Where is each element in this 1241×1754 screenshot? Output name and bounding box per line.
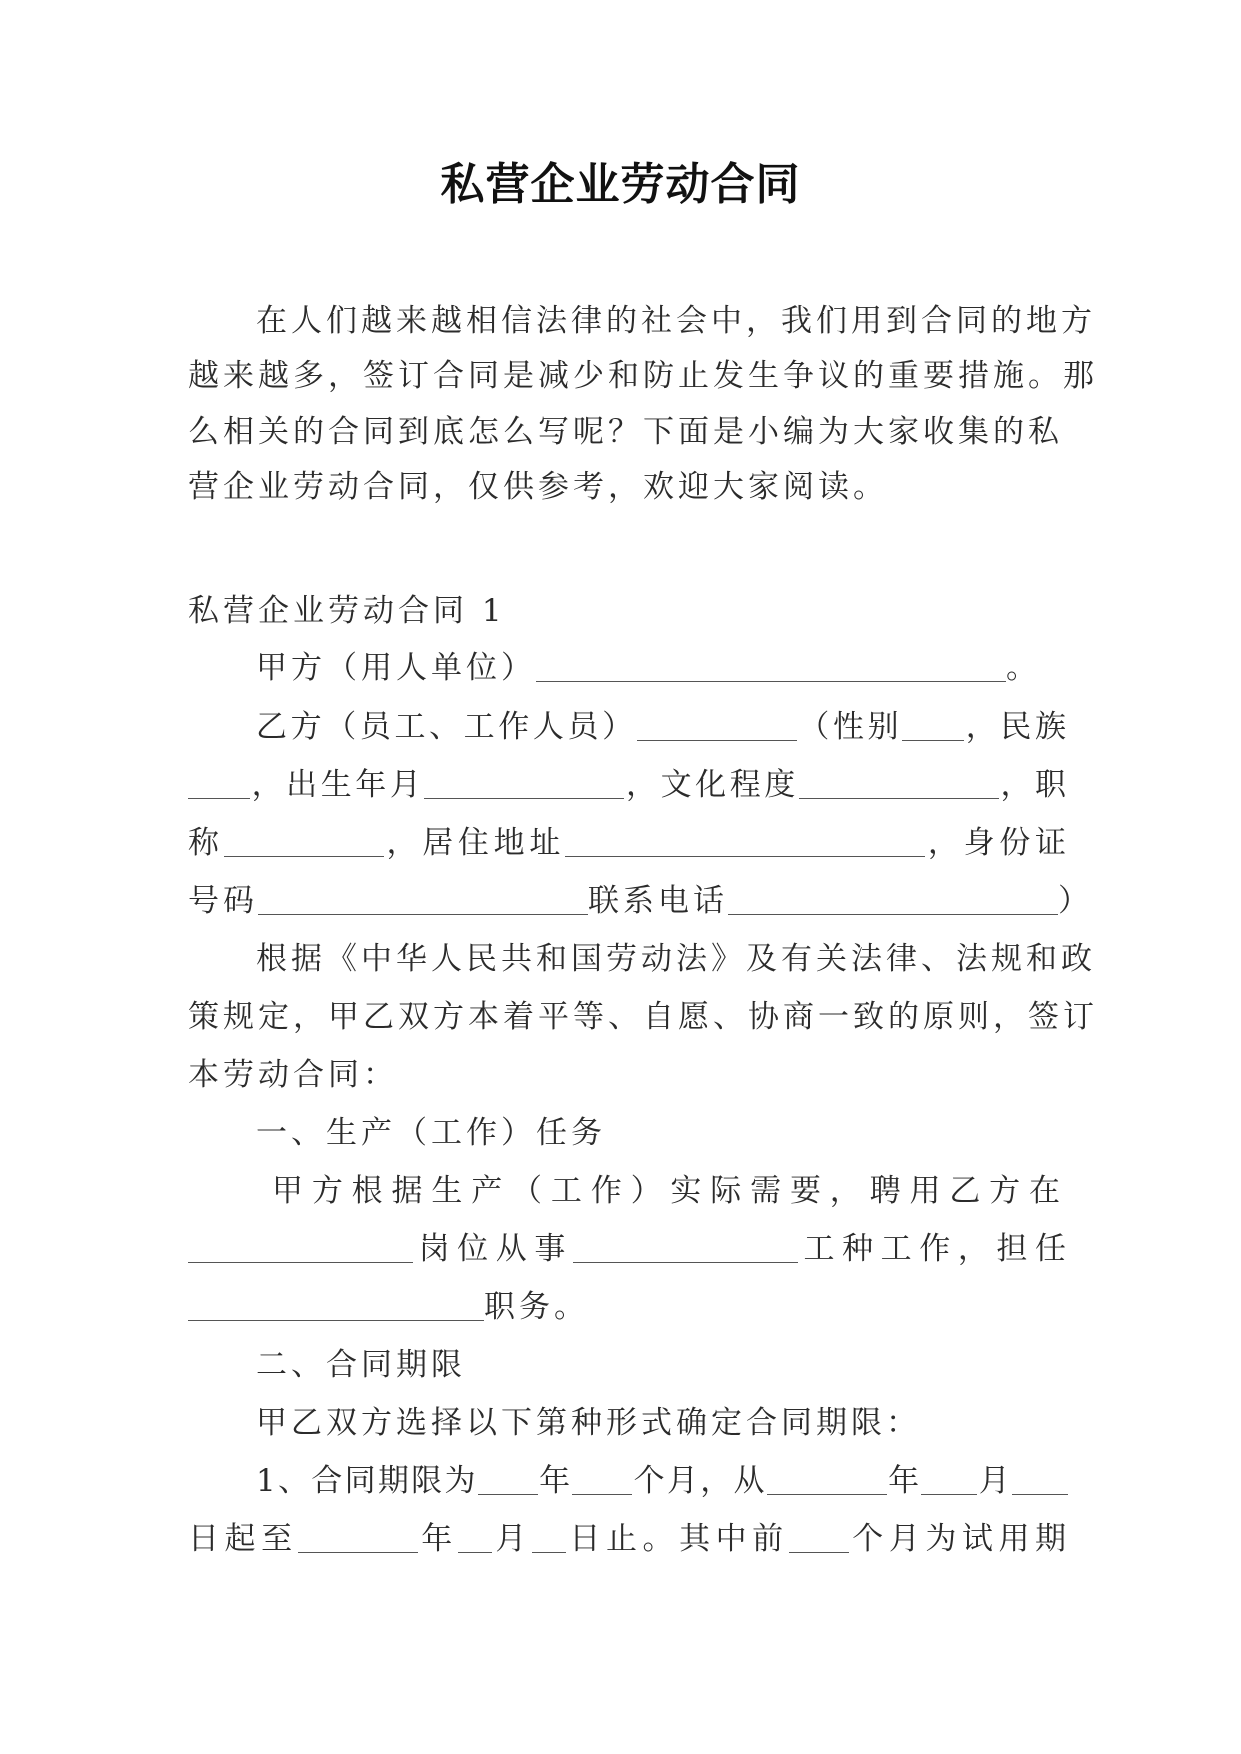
blank-end-year[interactable] (298, 1524, 418, 1553)
education-label: ，文化程度 (624, 767, 799, 803)
probation-intro: 日止。其中前 (565, 1521, 789, 1557)
blank-start-month[interactable] (921, 1466, 977, 1495)
blank-birth[interactable] (424, 770, 624, 799)
party-b-line-4 (188, 881, 1093, 921)
blank-address[interactable] (565, 828, 925, 857)
birth-label: ，出生年月 (250, 767, 425, 803)
title-label-end: 称 (188, 825, 224, 861)
term-label: 1、合同期限为 (256, 1463, 478, 1499)
intro-line: 么相关的合同到底怎么写呢？下面是小编为大家收集的私 (188, 414, 1063, 450)
year-label: 年 (886, 1463, 922, 1499)
blank-start-day[interactable] (1012, 1466, 1068, 1495)
party-b-label: 乙方（员工、工作人员） (256, 709, 637, 745)
blank-duty[interactable] (188, 1292, 484, 1321)
gender-label: （性别 (796, 709, 903, 745)
party-b-line-3 (188, 823, 1068, 863)
blank-ethnic[interactable] (188, 770, 250, 799)
basis-line: 根据《中华人民共和国劳动法》及有关法律、法规和政 (256, 941, 1096, 977)
blank-position[interactable] (188, 1234, 413, 1263)
party-b-line-2 (188, 765, 1068, 805)
id-number-label: 号码 (188, 883, 258, 919)
month-label: 月 (491, 1521, 532, 1557)
blank-job-type[interactable] (573, 1234, 798, 1263)
year-label: 年 (417, 1521, 458, 1557)
blank-end-month[interactable] (458, 1524, 492, 1553)
clause-2-select: 甲乙双方选择以下第种形式确定合同期限： (256, 1405, 921, 1441)
basis-line: 本劳动合同： (188, 1057, 398, 1093)
month-label: 月 (977, 1463, 1013, 1499)
clause-1-heading: 一、生产（工作）任务 (256, 1115, 606, 1151)
job-type-label: 工种工作，担任 (797, 1231, 1069, 1267)
title-label-start: ，职 (998, 767, 1069, 803)
blank-end-day[interactable] (532, 1524, 566, 1553)
blank-education[interactable] (799, 770, 999, 799)
blank-employee-name[interactable] (637, 712, 797, 741)
party-b-end: ） (1058, 883, 1093, 919)
blank-id-number[interactable] (258, 886, 588, 915)
party-a-label: 甲方（用人单位） (256, 650, 536, 686)
blank-probation-months[interactable] (789, 1524, 849, 1553)
clause-1-line-1: 甲方根据生产（工作）实际需要，聘用乙方在 (272, 1173, 1068, 1209)
section-heading: 私营企业劳动合同 1 (188, 593, 506, 629)
basis-line: 策规定，甲乙双方本着平等、自愿、协商一致的原则，签订 (188, 999, 1098, 1035)
year-label: 年 (537, 1463, 573, 1499)
clause-2-item-1 (256, 1461, 1068, 1501)
probation-label: 个月为试用期 (848, 1521, 1069, 1557)
blank-gender[interactable] (902, 712, 964, 741)
blank-term-years[interactable] (478, 1466, 538, 1495)
id-label: ，身份证 (925, 825, 1069, 861)
intro-line: 越来越多，签订合同是减少和防止发生争议的重要措施。那 (188, 358, 1098, 394)
clause-2-heading: 二、合同期限 (256, 1347, 466, 1383)
phone-label: 联系电话 (588, 883, 728, 919)
intro-line: 营企业劳动合同，仅供参考，欢迎大家阅读。 (188, 469, 888, 505)
clause-1-line-2 (188, 1229, 1068, 1269)
party-a-end: 。 (1006, 650, 1041, 686)
position-label: 岗位从事 (413, 1231, 573, 1267)
blank-term-months[interactable] (572, 1466, 632, 1495)
party-a-line (256, 648, 1068, 688)
clause-2-item-2 (188, 1519, 1068, 1559)
address-label: ，居住地址 (383, 825, 566, 861)
party-b-line-1 (256, 707, 1068, 747)
document-title: 私营企业劳动合同 (440, 159, 801, 210)
month-from-label: 个月，从 (632, 1463, 767, 1499)
clause-1-line-3 (188, 1287, 1068, 1327)
blank-employer-name[interactable] (536, 653, 1006, 682)
blank-start-year[interactable] (767, 1466, 887, 1495)
blank-phone[interactable] (728, 886, 1058, 915)
ethnic-label: ，民族 (964, 709, 1069, 745)
intro-line: 在人们越来越相信法律的社会中，我们用到合同的地方 (256, 303, 1096, 339)
until-label: 日起至 (188, 1521, 298, 1557)
blank-title[interactable] (224, 828, 384, 857)
duty-label: 职务。 (484, 1289, 589, 1325)
